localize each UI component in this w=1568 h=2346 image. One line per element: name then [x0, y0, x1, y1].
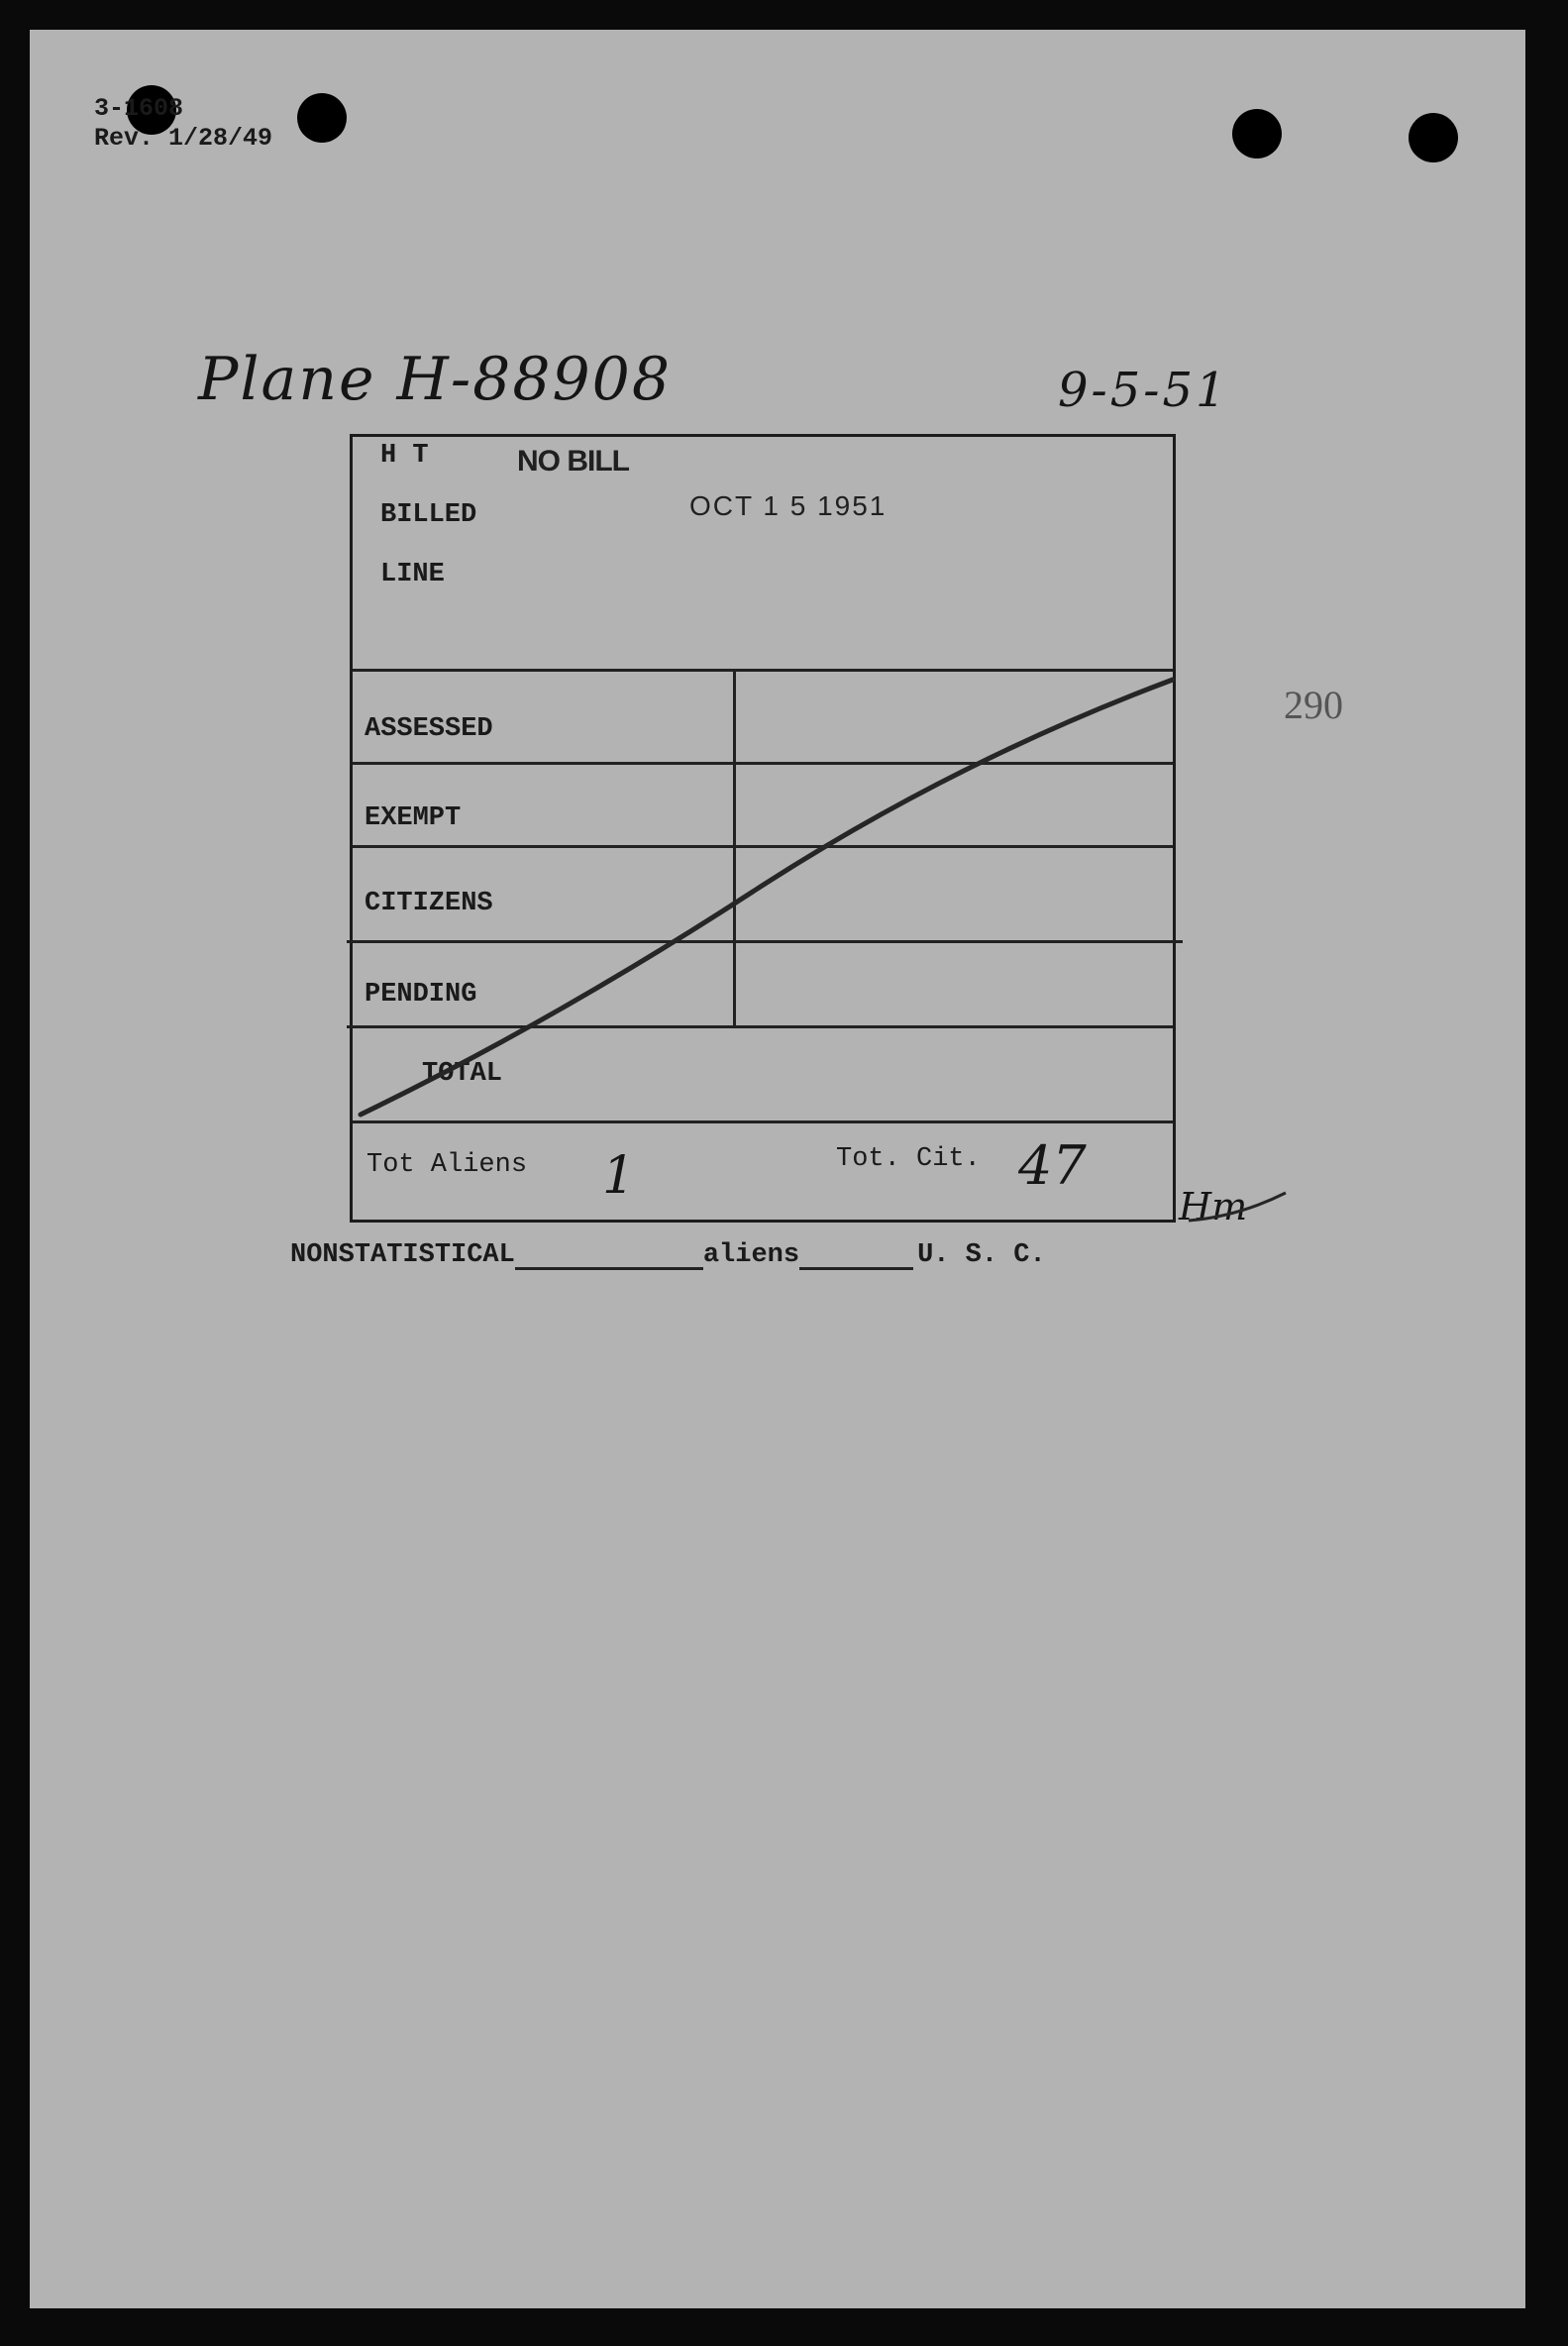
initials-underline	[1189, 1193, 1286, 1221]
nonstatistical-label: NONSTATISTICAL	[290, 1240, 515, 1270]
tot-aliens-label: Tot Aliens	[366, 1150, 528, 1180]
exempt-label: EXEMPT	[365, 803, 462, 833]
plane-number-handwritten: Plane H-88908	[198, 345, 673, 414]
total-label: TOTAL	[422, 1059, 503, 1089]
nonstatistical-blank	[515, 1267, 703, 1270]
line-label: LINE	[380, 560, 445, 589]
form-revision: Rev. 1/28/49	[94, 124, 273, 153]
date-handwritten: 9-5-51	[1058, 363, 1229, 418]
billed-label: BILLED	[380, 500, 477, 530]
citizens-label: CITIZENS	[365, 889, 493, 918]
tot-cit-value: 47	[1018, 1134, 1087, 1197]
pending-label: PENDING	[365, 980, 477, 1010]
form-number: 3-1608	[94, 94, 184, 123]
initials-handwritten: Hm	[1179, 1185, 1248, 1228]
assessed-label: ASSESSED	[365, 714, 493, 744]
aliens-label: aliens	[702, 1240, 800, 1270]
aliens-blank	[799, 1267, 913, 1270]
no-bill-stamp: NO BILL	[517, 445, 629, 478]
ht-label: H T	[380, 441, 429, 471]
side-number: 290	[1284, 683, 1343, 727]
nonstatistical-line	[290, 1240, 1046, 1270]
tot-aliens-value: 1	[602, 1146, 636, 1206]
usc-label: U. S. C.	[917, 1240, 1046, 1270]
date-stamp: OCT 1 5 1951	[689, 490, 888, 521]
tot-cit-label: Tot. Cit.	[836, 1144, 981, 1174]
diagonal-cancel-line	[361, 680, 1173, 1115]
